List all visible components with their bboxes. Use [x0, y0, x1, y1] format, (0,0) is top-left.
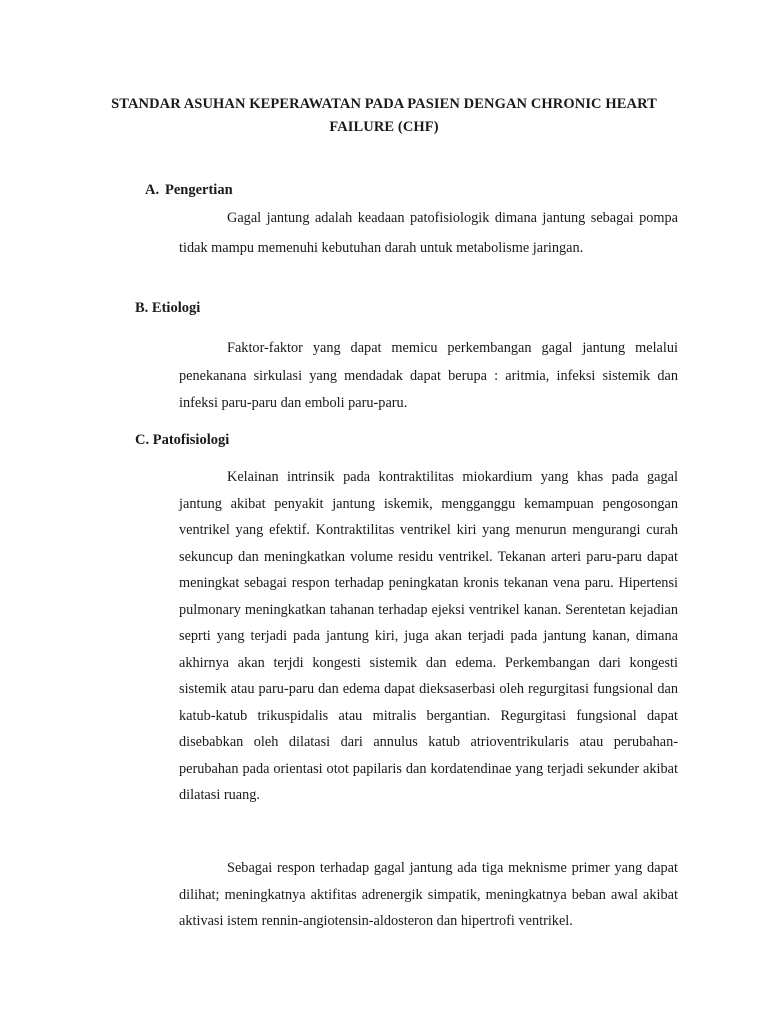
paragraph-patofisiologi-1: Kelainan intrinsik pada kontraktilitas miokardium yang khas pada gagal jantung akibat penyakit jantung iskemik, mengganggu kemampuan pengosongan ventrikel yang efektif. Kontraktilitas ventrikel kiri yang menurun mengurangi curah sekuncup dan meningkatkan volume residu ventrikel. Tekanan arteri paru-paru dapat meningkat sebagai respon terhadap peningkatan kronis tekanan vena paru. Hipertensi pulmonary meningkatkan tahanan terhadap ejeksi ventrikel kanan. Serentetan kejadian seprti yang terjadi pada jantung kiri, juga akan terjadi pada jantung kanan, dimana akhirnya akan terjdi kongesti sistemik dan edema. Perkembangan dari kongesti sistemik atau paru-paru dan edema dapat dieksaserbasi oleh regurgitasi fungsional dan katub-katub trikuspidalis atau mitralis bergantian. Regurgitasi fungsional dapat disebabkan oleh dilatasi dari annulus katub atrioventrikularis atau perubahan-perubahan pada orientasi otot papilaris dan kordatendinae yang terjadi sekunder akibat dilatasi ruang. — [179, 469, 678, 803]
section-heading-pengertian — [145, 180, 233, 200]
section-title: Etiologi — [151, 300, 201, 316]
paragraph-pengertian: Gagal jantung adalah keadaan patofisiologik dimana jantung sebagai pompa tidak mampu memenuhi kebutuhan darah untuk metabolisme jaringan. — [179, 210, 678, 256]
paragraph-patofisiologi-2: Sebagai respon terhadap gagal jantung ada tiga meknisme primer yang dapat dilihat; meningkatnya aktifitas adrenergik simpatik, meningkatnya beban awal akibat aktivasi istem rennin-angiotensin-aldosteron dan hipertrofi ventrikel. — [179, 860, 678, 929]
paragraph-etiologi: Faktor-faktor yang dapat memicu perkembangan gagal jantung melalui penekanana sirkulasi yang mendadak dapat berupa : aritmia, infeksi sistemik dan infeksi paru-paru dan emboli paru-paru. — [179, 340, 678, 411]
section-title: Pengertian — [165, 182, 233, 198]
section-title: Patofisiologi — [152, 432, 230, 448]
section-marker: A. — [145, 182, 160, 198]
document-title: STANDAR ASUHAN KEPERAWATAN PADA PASIEN DENGAN CHRONIC HEART FAILURE (CHF) — [111, 96, 657, 135]
section-heading-etiologi — [135, 298, 200, 318]
section-marker: B. — [135, 300, 149, 316]
section-heading-patofisiologi — [135, 430, 229, 450]
section-marker: C. — [135, 432, 150, 448]
